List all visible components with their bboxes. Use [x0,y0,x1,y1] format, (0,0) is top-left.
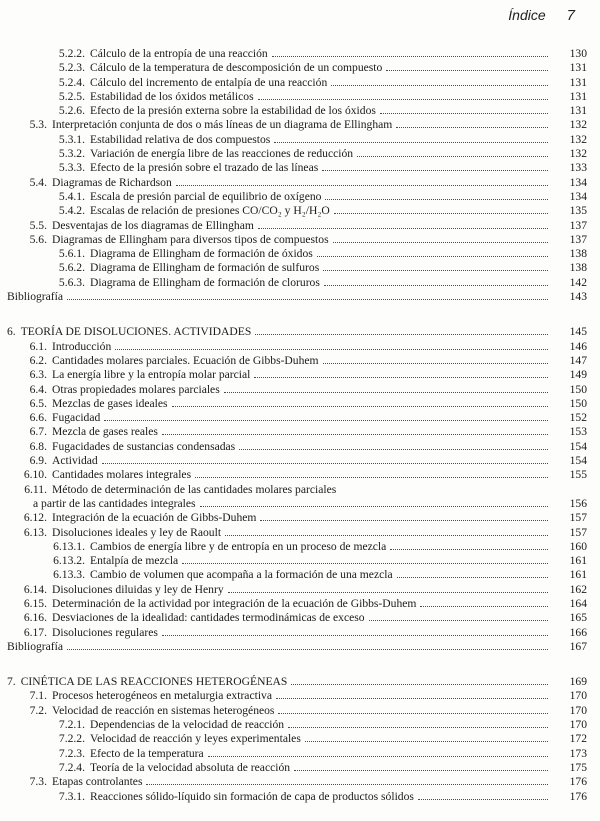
toc-entry [0,161,587,175]
toc-entry-page: 176 [569,789,587,803]
toc-entry [0,583,587,597]
toc-entry-page: 155 [569,468,587,482]
toc-entry [0,497,587,511]
toc-entry-title: Cálculo del incremento de entalpía de una reacción [90,75,328,89]
dot-leader [162,635,548,636]
toc-entry-number: 7.3. [29,775,47,789]
toc-entry-title: Disoluciones ideales y ley de Raoult [52,525,222,539]
toc-entry-page: 161 [569,568,587,582]
dot-leader [208,756,548,757]
toc-entry [0,133,587,147]
toc-entry-page: 132 [569,147,587,161]
toc-entry [0,76,587,90]
dot-leader [200,506,548,507]
toc-entry-title: CINÉTICA DE LAS REACCIONES HETEROGÉNEAS [20,675,288,689]
toc-entry-page: 137 [569,232,587,246]
toc-entry-number: 5.6. [29,232,47,246]
toc-entry-page: 131 [569,104,587,118]
dot-leader [67,299,548,300]
toc-entry-number: 5.3. [29,118,47,132]
toc-entry-title: Velocidad de reacción en sistemas heterogéneos [52,703,275,717]
toc-entry [0,440,587,454]
dot-leader [278,713,548,714]
dot-leader [258,228,548,229]
toc-entry [0,118,587,132]
toc-entry [0,247,587,261]
dot-leader [390,549,548,550]
toc-entry-title: Desviaciones de la idealidad: cantidades termodinámicas de exceso [52,611,365,625]
toc-entry-title: Diagramas de Richardson [52,175,172,189]
toc-entry-number: 6.17. [23,625,47,639]
toc-entry-number: 5.4.1. [58,189,85,203]
toc-entry-number: 6.13.1. [53,539,85,553]
dot-leader [420,606,548,607]
toc-entry [0,704,587,718]
toc-entry-number: 7.2. [29,703,47,717]
toc-entry-page: 134 [569,189,587,203]
toc-entry [0,190,587,204]
toc-entry-page: 130 [569,47,587,60]
toc-entry-number: 6.11. [24,482,47,496]
dot-leader [369,620,548,621]
toc-entry-title: Efecto de la temperatura [90,746,204,760]
toc-entry-number: 7.3.1. [58,789,85,803]
toc-entry-title: Fugacidad [52,411,101,425]
toc [0,47,600,804]
toc-entry-number: 6. [7,325,16,339]
toc-entry-title: Introducción [52,339,112,353]
toc-entry-page: 175 [569,760,587,774]
toc-entry-number: 5.6.1. [58,247,85,261]
toc-entry-title: Diagramas de Ellingham para diversos tipos de compuestos [52,232,329,246]
toc-entry-title: Variación de energía libre de las reacciones de reducción [90,147,354,161]
toc-entry-page: 170 [569,718,587,732]
toc-entry [0,340,587,354]
dot-leader [331,85,548,86]
toc-entry [0,511,587,525]
toc-entry [0,290,587,304]
toc-entry [0,368,587,382]
toc-entry-title: Cantidades molares parciales. Ecuación de Gibbs-Duhem [52,353,319,367]
toc-entry-number: 5.3.2. [58,147,85,161]
toc-entry-page: 160 [569,539,587,553]
dot-leader [276,698,548,699]
toc-entry [0,204,587,218]
toc-entry-number: 7. [7,675,16,689]
toc-entry-number: 6.12. [23,511,47,525]
toc-entry [0,732,587,746]
toc-entry-number: 7.2.4. [58,760,85,774]
toc-entry [0,526,587,540]
toc-entry [0,611,587,625]
toc-entry-page: 153 [569,425,587,439]
toc-entry-title: Fugacidades de sustancias condensadas [52,439,236,453]
toc-entry-page: 131 [569,61,587,75]
toc-entry-title: Estabilidad de los óxidos metálicos [90,89,254,103]
dot-leader [258,99,548,100]
dot-leader [397,577,548,578]
toc-entry [0,47,587,61]
toc-entry-number: 7.2.2. [58,732,85,746]
toc-entry-title: Teoría de la velocidad absoluta de reacción [90,760,291,774]
toc-entry-number: 5.2.4. [58,75,85,89]
toc-entry [0,176,587,190]
toc-entry-page: 161 [569,554,587,568]
toc-entry-title: Cantidades molares integrales [52,468,192,482]
toc-entry-number: 6.15. [23,596,47,610]
toc-entry-title: Procesos heterogéneos en metalurgia extractiva [52,689,272,703]
toc-entry [0,640,587,654]
toc-entry-page: 162 [569,582,587,596]
toc-entry-number: 5.2.2. [58,47,85,60]
toc-entry-title: Actividad [52,454,98,468]
toc-entry [0,233,587,247]
dot-leader [323,363,548,364]
toc-entry-page: 134 [569,175,587,189]
toc-entry [0,454,587,468]
toc-entry [0,425,587,439]
toc-entry-title: Efecto de la presión sobre el trazado de las líneas [90,161,319,175]
toc-entry-page: 170 [569,689,587,703]
toc-entry [0,761,587,775]
toc-entry-page: 166 [569,625,587,639]
toc-entry-number: 5.2.6. [58,104,85,118]
dot-leader [182,563,548,564]
toc-entry-number: 5.3.1. [58,132,85,146]
toc-entry-title: Cálculo de la entropía de una reacción [90,47,268,60]
toc-entry-title: Diagrama de Ellingham de formación de cloruros [90,275,320,289]
dot-leader [317,256,548,257]
toc-entry-page: 169 [569,675,587,689]
dot-leader [357,156,548,157]
dot-leader [380,113,548,114]
dot-leader [172,406,548,407]
toc-entry-page: 133 [569,161,587,175]
toc-entry [0,626,587,640]
toc-entry-number: 5.4. [29,175,47,189]
toc-entry-page: 145 [569,325,587,339]
toc-entry-page: 132 [569,132,587,146]
dot-leader [225,535,548,536]
dot-leader [322,170,548,171]
toc-entry [0,219,587,233]
toc-entry-page: 131 [569,89,587,103]
toc-section-chapter-5 [0,47,587,304]
toc-entry [0,483,587,497]
toc-entry [0,675,587,689]
toc-entry [0,383,587,397]
toc-entry [0,325,587,339]
toc-entry [0,747,587,761]
dot-leader [254,377,548,378]
toc-entry [0,468,587,482]
dot-leader [396,127,548,128]
toc-entry-page: 164 [569,596,587,610]
dot-leader [195,477,548,478]
toc-entry [0,775,587,789]
dot-leader [67,649,548,650]
toc-entry-page: 150 [569,382,587,396]
dot-leader [291,684,548,685]
toc-entry-number: 6.10. [23,468,47,482]
toc-entry-page: 170 [569,703,587,717]
toc-entry-title: Disoluciones diluidas y ley de Henry [52,582,224,596]
toc-entry-number: 5.4.2. [58,204,85,218]
toc-entry-page: 142 [569,275,587,289]
toc-entry-title: Diagrama de Ellingham de formación de sulfuros [90,261,320,275]
dot-leader [255,334,548,335]
toc-entry-page: 137 [569,218,587,232]
toc-entry [0,104,587,118]
toc-entry-number: 6.4. [29,382,47,396]
toc-entry-number: 6.16. [23,611,47,625]
dot-leader [418,799,548,800]
dot-leader [115,349,548,350]
page-header-number: 7 [566,7,575,24]
toc-entry-number: 6.7. [29,425,47,439]
toc-entry-number: 6.9. [29,454,47,468]
toc-entry-page: 156 [569,496,587,510]
toc-entry [0,147,587,161]
toc-entry-page: 154 [569,454,587,468]
toc-entry-page: 138 [569,247,587,261]
dot-leader [272,56,548,57]
toc-entry-number: 7.1. [29,689,47,703]
toc-entry-page: 152 [569,411,587,425]
dot-leader [334,213,548,214]
toc-entry [0,397,587,411]
toc-entry-title: Reacciones sólido-líquido sin formación de capa de productos sólidos [90,789,414,803]
toc-entry [0,411,587,425]
toc-entry-page: 154 [569,439,587,453]
toc-entry-title: Disoluciones regulares [52,625,158,639]
toc-entry-number: 6.8. [29,439,47,453]
toc-entry-number: 5.6.2. [58,261,85,275]
toc-entry-title: Escalas de relación de presiones CO/CO₂ y H₂/H₂O [90,204,330,218]
dot-leader [294,770,548,771]
dot-leader [325,199,548,200]
toc-entry-number: 6.3. [29,368,47,382]
dot-leader [324,285,548,286]
toc-entry-title: Dependencias de la velocidad de reacción [90,718,285,732]
toc-entry-title: Diagrama de Ellingham de formación de óxidos [90,247,313,261]
toc-entry-title: Mezclas de gases ideales [52,396,168,410]
toc-entry-page: 167 [569,639,587,653]
toc-entry-title: Etapas controlantes [52,775,143,789]
toc-entry-page: 172 [569,732,587,746]
toc-entry-number: 5.6.3. [58,275,85,289]
dot-leader [102,463,548,464]
toc-entry-number: 7.2.1. [58,718,85,732]
toc-entry-title: Cambios de energía libre y de entropía en un proceso de mezcla [90,539,387,553]
toc-entry-page: 143 [569,290,587,304]
toc-entry-number: 7.2.3. [58,746,85,760]
toc-entry-page: 132 [569,118,587,132]
toc-entry-title: Interpretación conjunta de dos o más líneas de un diagrama de Ellingham [52,118,393,132]
toc-entry-title: Mezcla de gases reales [52,425,158,439]
toc-entry-page: 173 [569,746,587,760]
toc-entry-number: 6.2. [29,353,47,367]
toc-entry-title: Velocidad de reacción y leyes experimentales [90,732,301,746]
toc-section-chapter-6 [0,325,587,654]
toc-entry-title: Integración de la ecuación de Gibbs-Duhem [52,511,257,525]
toc-entry-title: La energía libre y la entropía molar parcial [52,368,251,382]
toc-entry [0,540,587,554]
toc-entry-page: 157 [569,511,587,525]
toc-entry-title: Escala de presión parcial de equilibrio de oxígeno [90,189,322,203]
toc-entry [0,689,587,703]
toc-entry-title: Bibliografía [7,639,64,653]
toc-entry-title: Estabilidad relativa de dos compuestos [90,132,271,146]
dot-leader [274,142,548,143]
toc-entry-page: 131 [569,75,587,89]
toc-entry-page: 138 [569,261,587,275]
dot-leader [224,392,548,393]
toc-entry-title: Determinación de la actividad por integración de la ecuación de Gibbs-Duhem [52,596,417,610]
toc-entry [0,718,587,732]
toc-entry-number: 6.6. [29,411,47,425]
toc-entry-title: Efecto de la presión externa sobre la estabilidad de los óxidos [90,104,376,118]
toc-entry-number: 6.13. [23,525,47,539]
toc-entry-title: Cambio de volumen que acompaña a la formación de una mezcla [90,568,393,582]
toc-entry-title: Otras propiedades molares parciales [52,382,220,396]
toc-entry-title: Cálculo de la temperatura de descomposición de un compuesto [90,61,383,75]
toc-entry-page: 149 [569,368,587,382]
dot-leader [104,420,548,421]
dot-leader [146,784,548,785]
toc-entry-page: 165 [569,611,587,625]
toc-entry-number: 5.2.3. [58,61,85,75]
dot-leader [260,520,548,521]
page-header-title: Índice [508,7,546,23]
toc-entry-title: Bibliografía [7,290,64,304]
toc-entry [0,554,587,568]
dot-leader [333,242,548,243]
dot-leader [162,434,548,435]
toc-entry-number: 6.14. [23,582,47,596]
toc-entry-number: 5.5. [29,218,47,232]
page-header [508,7,575,24]
toc-entry [0,90,587,104]
dot-leader [239,449,548,450]
toc-entry [0,61,587,75]
toc-entry-page: 176 [569,775,587,789]
toc-entry-page: 157 [569,525,587,539]
toc-entry [0,597,587,611]
dot-leader [386,70,548,71]
toc-entry-number: 5.3.3. [58,161,85,175]
toc-entry-number: 6.5. [29,396,47,410]
toc-entry-title: Entalpía de mezcla [90,554,179,568]
dot-leader [228,592,548,593]
toc-entry-number: 6.13.3. [53,568,85,582]
toc-entry-page: 150 [569,396,587,410]
toc-entry [0,790,587,804]
toc-entry-page: 135 [569,204,587,218]
toc-entry [0,276,587,290]
dot-leader [176,185,548,186]
toc-entry [0,354,587,368]
toc-entry-title: TEORÍA DE DISOLUCIONES. ACTIVIDADES [20,325,252,339]
toc-entry-number: 6.1. [29,339,47,353]
toc-section-chapter-7 [0,675,587,804]
toc-entry-page: 146 [569,339,587,353]
toc-entry-number: 5.2.5. [58,89,85,103]
dot-leader [288,727,548,728]
toc-entry [0,261,587,275]
toc-entry-number: 6.13.2. [53,554,85,568]
toc-entry-title: Método de determinación de las cantidades molares parciales [52,482,337,496]
dot-leader [305,741,548,742]
toc-entry-title: a partir de las cantidades integrales [33,496,196,510]
toc-entry-page: 147 [569,353,587,367]
dot-leader [323,270,548,271]
toc-entry [0,568,587,582]
toc-entry-title: Desventajas de los diagramas de Ellingham [52,218,254,232]
